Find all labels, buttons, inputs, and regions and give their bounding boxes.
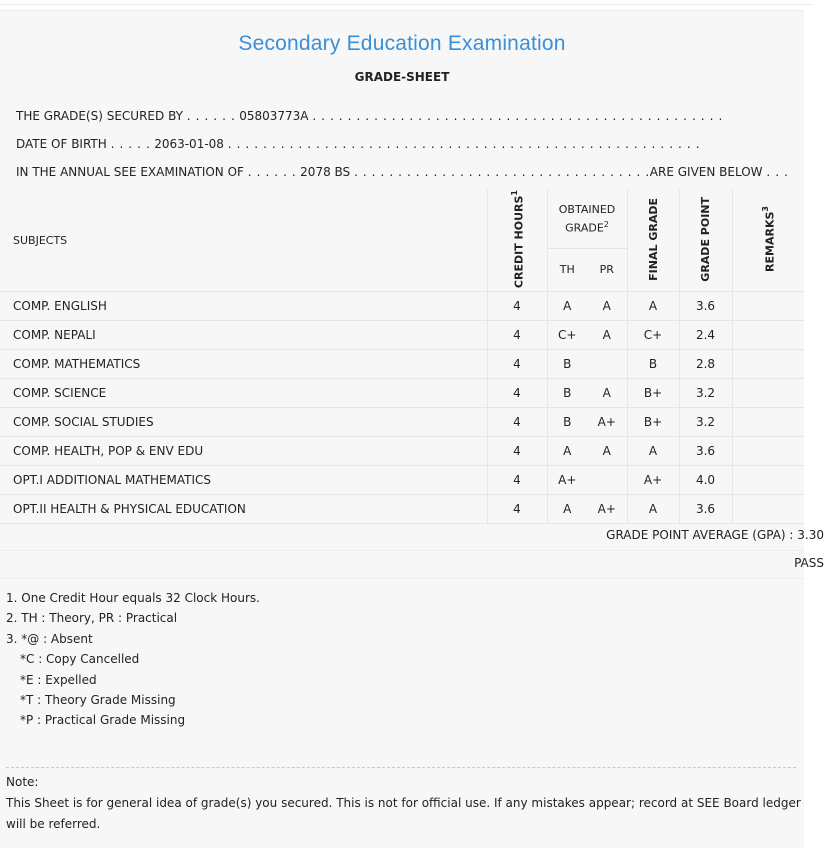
remarks-cell [732, 495, 804, 524]
header-obtained-label: OBTAINED GRADE [558, 202, 616, 235]
theory-grade-cell: C+ [547, 321, 587, 350]
remarks-cell [732, 437, 804, 466]
credit-hours-cell: 4 [487, 379, 547, 408]
theory-grade-cell: A [547, 495, 587, 524]
footnote-3-expelled: *E : Expelled [20, 672, 97, 687]
table-row [0, 350, 804, 379]
remarks-cell [732, 408, 804, 437]
final-grade-cell: C+ [627, 321, 679, 350]
remarks-cell [732, 379, 804, 408]
dots: . . . . . [110, 137, 151, 151]
subject-cell: COMP. SCIENCE [0, 379, 487, 408]
credit-hours-cell: 4 [487, 408, 547, 437]
header-remarks [732, 190, 804, 292]
header-credit-label: CREDIT HOURS [512, 195, 526, 289]
header-subjects: SUBJECTS [0, 190, 487, 292]
table-row [0, 495, 804, 524]
grades-table [0, 190, 804, 524]
remarks-cell [732, 321, 804, 350]
footnote-3-theory-missing: *T : Theory Grade Missing [20, 693, 176, 708]
note-text: This Sheet is for general idea of grade(s) you secured. This is not for official use. If any mistakes appear; record at SEE Board ledger will be referred. [6, 796, 801, 831]
practical-grade-cell: A+ [587, 495, 627, 524]
divider [0, 578, 804, 579]
final-grade-cell: A [627, 437, 679, 466]
header-obtained-grade [547, 190, 627, 248]
credit-hours-cell: 4 [487, 321, 547, 350]
grade-point-cell: 3.2 [679, 379, 732, 408]
subject-cell: OPT.I ADDITIONAL MATHEMATICS [0, 466, 487, 495]
footnote-ref: 1 [510, 190, 520, 196]
gpa-label: GRADE POINT AVERAGE (GPA) : [606, 528, 794, 542]
subject-cell: COMP. MATHEMATICS [0, 350, 487, 379]
grade-point-cell: 3.2 [679, 408, 732, 437]
practical-grade-cell: A [587, 379, 627, 408]
subject-cell: COMP. ENGLISH [0, 292, 487, 321]
divider [0, 550, 804, 551]
dots: . . . . . . . . . . . . . . . . . . . . . . . . . . . . . . . . . . . . . . . . . . . . . . . . . . . . . . [227, 137, 701, 151]
final-grade-cell: A [627, 495, 679, 524]
theory-grade-cell: B [547, 408, 587, 437]
final-grade-cell: A [627, 292, 679, 321]
footnotes [6, 588, 260, 731]
dots: . . . . . . . . . . . . . . . . . . . . . . . . . . . . . . . . . . . . . . . . . . . . . . . [312, 109, 723, 123]
note-block [6, 772, 802, 835]
final-grade-cell: A+ [627, 466, 679, 495]
exam-line [16, 165, 788, 179]
header-pr: PR [587, 248, 627, 292]
dots: . . . . . . . . . . . . . . . . . . . . . . . . . . . . . . . . . . [354, 165, 650, 179]
footnote-2: 2. TH : Theory, PR : Practical [6, 611, 178, 626]
grade-point-cell: 4.0 [679, 466, 732, 495]
subject-cell: COMP. HEALTH, POP & ENV EDU [0, 437, 487, 466]
secured-by-line [16, 109, 723, 123]
grade-point-cell: 2.4 [679, 321, 732, 350]
result-status: PASS [794, 556, 824, 570]
table-row [0, 321, 804, 350]
grade-point-cell: 3.6 [679, 495, 732, 524]
table-row [0, 466, 804, 495]
remarks-cell [732, 350, 804, 379]
table-row [0, 379, 804, 408]
practical-grade-cell [587, 350, 627, 379]
credit-hours-cell: 4 [487, 466, 547, 495]
practical-grade-cell: A+ [587, 408, 627, 437]
footnote-3-copy-cancelled: *C : Copy Cancelled [20, 652, 140, 667]
footnote-ref: 3 [761, 206, 771, 212]
footnote-1: 1. One Credit Hour equals 32 Clock Hours. [6, 591, 260, 605]
grade-point-cell: 3.6 [679, 437, 732, 466]
table-row [0, 292, 804, 321]
subject-cell: COMP. NEPALI [0, 321, 487, 350]
table-row [0, 437, 804, 466]
top-divider [0, 4, 812, 5]
practical-grade-cell [587, 466, 627, 495]
grade-point-cell: 2.8 [679, 350, 732, 379]
header-grade-point-label: GRADE POINT [699, 196, 712, 282]
footnote-ref: 2 [603, 219, 609, 229]
final-grade-cell: B+ [627, 408, 679, 437]
dots: . . . [766, 165, 789, 179]
theory-grade-cell: A [547, 437, 587, 466]
subject-cell: COMP. SOCIAL STUDIES [0, 408, 487, 437]
header-final-label: FINAL GRADE [646, 197, 660, 281]
dots: . . . . . . [247, 165, 297, 179]
header-grade-point [679, 190, 732, 292]
final-grade-cell: B+ [627, 379, 679, 408]
dob-label: DATE OF BIRTH [16, 137, 107, 151]
practical-grade-cell: A [587, 437, 627, 466]
table-row [0, 408, 804, 437]
footnote-3-practical-missing: *P : Practical Grade Missing [20, 713, 186, 728]
practical-grade-cell: A [587, 292, 627, 321]
secured-by-label: THE GRADE(S) SECURED BY [16, 109, 183, 123]
practical-grade-cell: A [587, 321, 627, 350]
gpa-value: 3.30 [797, 528, 824, 542]
theory-grade-cell: A [547, 292, 587, 321]
header-th: TH [547, 248, 587, 292]
dob-line [16, 137, 700, 151]
page-title: Secondary Education Examination [238, 32, 566, 55]
subject-cell: OPT.II HEALTH & PHYSICAL EDUCATION [0, 495, 487, 524]
credit-hours-cell: 4 [487, 495, 547, 524]
theory-grade-cell: B [547, 350, 587, 379]
exam-value: 2078 BS [300, 165, 351, 179]
gpa-summary [606, 528, 824, 542]
credit-hours-cell: 4 [487, 292, 547, 321]
note-divider [6, 767, 796, 768]
dots: . . . . . . [186, 109, 236, 123]
exam-label: IN THE ANNUAL SEE EXAMINATION OF [16, 165, 244, 179]
header-final-grade [627, 190, 679, 292]
header-credit-hours [487, 190, 547, 292]
note-label: Note: [6, 775, 39, 789]
theory-grade-cell: A+ [547, 466, 587, 495]
credit-hours-cell: 4 [487, 437, 547, 466]
grade-point-cell: 3.6 [679, 292, 732, 321]
remarks-cell [732, 466, 804, 495]
remarks-cell [732, 292, 804, 321]
final-grade-cell: B [627, 350, 679, 379]
table-header-row [0, 190, 804, 248]
footnote-3: 3. *@ : Absent [6, 631, 93, 646]
credit-hours-cell: 4 [487, 350, 547, 379]
symbol-number: 05803773A [239, 109, 309, 123]
header-remarks-label: REMARKS [764, 211, 778, 273]
dob-value: 2063-01-08 [154, 137, 224, 151]
exam-suffix: ARE GIVEN BELOW [649, 165, 763, 179]
theory-grade-cell: B [547, 379, 587, 408]
page-subtitle: GRADE-SHEET [354, 70, 450, 84]
